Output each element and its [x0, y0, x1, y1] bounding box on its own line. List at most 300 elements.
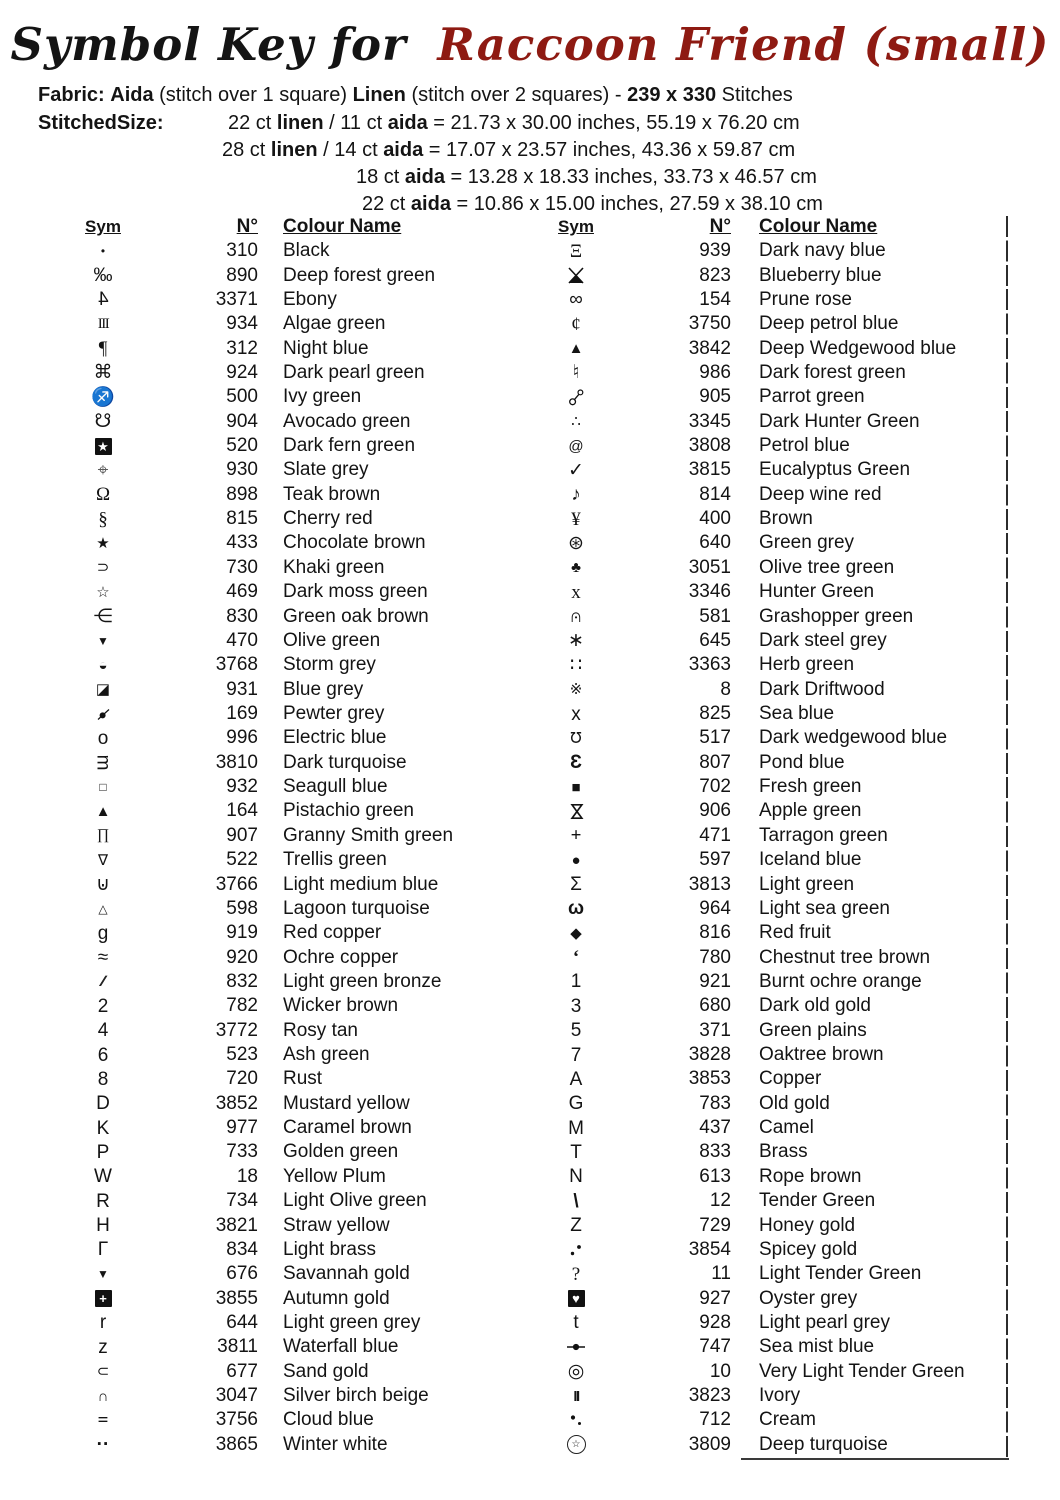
table-row — [533, 702, 1010, 726]
stitch-symbol: 2 — [97, 995, 109, 1017]
number-cell: 3809 — [688, 1433, 731, 1455]
stitch-symbol: + — [95, 1290, 112, 1307]
colour-name-cell: Cream — [759, 1409, 817, 1431]
colour-name-cell: Storm grey — [283, 654, 376, 676]
number-cell: 939 — [699, 240, 731, 262]
table-row — [60, 1286, 507, 1310]
number-cell: 906 — [699, 800, 731, 822]
colour-name-cell: Deep turquoise — [759, 1433, 888, 1455]
colour-name-cell: Caramel brown — [283, 1117, 412, 1139]
table-row — [60, 604, 507, 628]
colour-name-cell: Apple green — [759, 800, 862, 822]
symbol-cell — [60, 1435, 146, 1454]
symbol-cell — [533, 731, 619, 746]
colour-name-cell: Straw yellow — [283, 1214, 390, 1236]
number-cell: 733 — [226, 1141, 258, 1163]
table-row — [533, 1238, 1010, 1262]
stitch-symbol: Ξ — [569, 240, 583, 262]
stitch-symbol: 7 — [570, 1044, 582, 1066]
number-cell: 905 — [699, 386, 731, 408]
number-cell: 3750 — [688, 313, 731, 335]
table-row — [533, 604, 1010, 628]
number-cell: 823 — [699, 264, 731, 286]
stitch-symbol: III — [97, 315, 109, 332]
colour-name-cell: Parrot green — [759, 386, 865, 408]
table-row — [533, 361, 1010, 385]
table-row — [533, 1140, 1010, 1164]
number-cell: 720 — [226, 1068, 258, 1090]
table-row — [533, 263, 1010, 287]
symbol-cell — [533, 853, 619, 868]
colour-name-cell: Eucalyptus Green — [759, 459, 911, 481]
symbol-cell — [60, 707, 146, 722]
colour-name-cell: Deep petrol blue — [759, 313, 899, 335]
table-row — [533, 775, 1010, 799]
number-cell: 734 — [226, 1190, 258, 1212]
number-cell: 3766 — [215, 873, 258, 895]
colour-name-cell: Burnt ochre orange — [759, 970, 922, 992]
number-cell: 645 — [699, 629, 731, 651]
number-cell: 3842 — [688, 337, 731, 359]
colour-name-cell: Ivory — [759, 1385, 801, 1407]
table-row — [533, 1213, 1010, 1237]
colour-name-cell: Dark fern green — [283, 435, 416, 457]
symbol-cell — [533, 242, 619, 261]
table-row — [533, 507, 1010, 531]
stitch-symbol: ∴ — [571, 413, 581, 431]
colour-name-cell: Light brass — [283, 1238, 376, 1260]
table-row — [60, 994, 507, 1018]
stitched-size-line — [222, 137, 795, 163]
table-row — [60, 483, 507, 507]
symbol-cell — [533, 899, 619, 918]
colour-name-cell: Waterfall blue — [283, 1336, 399, 1358]
text-segment: 18 ct — [356, 166, 405, 188]
colour-name-cell: Green plains — [759, 1019, 867, 1041]
number-cell: 3772 — [215, 1019, 258, 1041]
stitch-symbol: R — [96, 1190, 110, 1212]
stitch-symbol: ∩ — [97, 1387, 109, 1405]
symbol-cell — [60, 363, 146, 382]
table-row — [60, 921, 507, 945]
symbol-cell — [533, 461, 619, 480]
number-cell: 919 — [226, 922, 258, 944]
table-row — [60, 702, 507, 726]
text-segment: = 21.73 x 30.00 inches, 55.19 x 76.20 cm — [427, 112, 800, 134]
colour-name-cell: Seagull blue — [283, 776, 388, 798]
number-cell: 500 — [226, 386, 258, 408]
symbol-cell — [60, 412, 146, 431]
table-row — [60, 1262, 507, 1286]
number-cell: 934 — [226, 313, 258, 335]
symbol-cell — [60, 1046, 146, 1065]
colour-name-cell: Spicey gold — [759, 1238, 858, 1260]
colour-name-cell: Old gold — [759, 1092, 830, 1114]
table-row — [533, 239, 1010, 263]
table-row — [533, 751, 1010, 775]
stitch-symbol: ▲ — [568, 340, 584, 358]
symbol-cell — [533, 1216, 619, 1235]
table-row — [60, 1189, 507, 1213]
colour-name-cell: Khaki green — [283, 556, 385, 578]
colour-name-cell: Green grey — [759, 532, 855, 554]
colour-name-cell: Brass — [759, 1141, 808, 1163]
symbol-cell — [60, 1364, 146, 1379]
symbol-cell — [60, 1094, 146, 1113]
colour-name-cell: Savannah gold — [283, 1263, 410, 1285]
number-cell: 12 — [709, 1190, 731, 1212]
number-cell: 3854 — [688, 1238, 731, 1260]
stitch-symbol — [96, 707, 111, 722]
table-row — [533, 1384, 1010, 1408]
colour-name-cell: Red fruit — [759, 922, 831, 944]
colour-name-cell: Dark forest green — [759, 361, 906, 383]
symbol-cell — [533, 875, 619, 894]
number-cell: 3853 — [688, 1068, 731, 1090]
table-row — [533, 1019, 1010, 1043]
stitch-symbol: ◆ — [570, 924, 582, 942]
symbol-cell — [533, 656, 619, 675]
colour-name-cell: Light sea green — [759, 897, 890, 919]
number-cell: 677 — [226, 1360, 258, 1382]
stitch-symbol: x — [571, 703, 581, 725]
table-row — [533, 994, 1010, 1018]
symbol-cell — [533, 363, 619, 382]
symbol-cell — [60, 804, 146, 819]
number-cell: 986 — [699, 361, 731, 383]
number-cell: 832 — [226, 970, 258, 992]
table-row — [60, 1092, 507, 1116]
table-row — [60, 1019, 507, 1043]
symbol-cell — [533, 1046, 619, 1065]
colour-name-cell: Dark moss green — [283, 581, 428, 603]
stitch-symbol: ■ — [571, 778, 581, 796]
colour-name-cell: Light green — [759, 873, 855, 895]
number-cell: 815 — [226, 508, 258, 530]
symbol-cell — [533, 1389, 619, 1404]
symbol-cell — [533, 997, 619, 1016]
page-title-black: Symbol Key for — [10, 18, 407, 71]
colour-name-cell: Honey gold — [759, 1214, 856, 1236]
number-cell: 921 — [699, 970, 731, 992]
table-row — [60, 531, 507, 555]
symbol-cell — [60, 536, 146, 551]
stitch-symbol: ◒ — [98, 656, 108, 674]
page-title — [0, 18, 1060, 71]
stitch-symbol: ♥ — [568, 1290, 585, 1307]
colour-name-cell: Very Light Tender Green — [759, 1360, 965, 1382]
number-cell: 928 — [699, 1311, 731, 1333]
symbol-cell — [533, 1243, 619, 1257]
stitch-symbol: o — [97, 727, 109, 749]
number-cell: 310 — [226, 240, 258, 262]
table-row — [60, 897, 507, 921]
stitch-symbol: ω — [567, 898, 585, 920]
colour-name-cell: Dark pearl green — [283, 361, 425, 383]
symbol-cell — [533, 534, 619, 553]
table-bottom-border — [741, 1458, 1009, 1460]
stitch-symbol: ☆ — [96, 583, 110, 601]
number-cell: 927 — [699, 1287, 731, 1309]
text-segment: / 14 ct — [317, 139, 384, 161]
stitch-symbol: ● — [571, 851, 581, 869]
table-row — [60, 434, 507, 458]
symbol-cell — [533, 1290, 619, 1307]
text-segment: 22 ct — [362, 193, 411, 215]
table-row — [533, 1189, 1010, 1213]
table-row — [533, 1433, 1010, 1457]
colour-name-cell: Dark navy blue — [759, 240, 886, 262]
stitch-symbol: ⌖ — [97, 459, 109, 481]
table-row — [60, 1360, 507, 1384]
table-row — [533, 1262, 1010, 1286]
table-row — [533, 872, 1010, 896]
symbol-cell — [60, 510, 146, 529]
number-cell: 371 — [699, 1019, 731, 1041]
colour-name-cell: Avocado green — [283, 410, 411, 432]
text-segment: aida — [410, 193, 451, 215]
table-row — [533, 458, 1010, 482]
symbol-cell — [60, 1268, 146, 1280]
stitch-symbol — [569, 1243, 583, 1257]
colour-name-cell: Fresh green — [759, 776, 862, 798]
table-row — [60, 312, 507, 336]
table-row — [533, 653, 1010, 677]
text-segment: = 10.86 x 15.00 inches, 27.59 x 38.10 cm — [450, 193, 823, 215]
stitch-symbol: K — [96, 1117, 110, 1139]
number-cell: 3051 — [688, 556, 731, 578]
number-cell: 814 — [699, 483, 731, 505]
number-cell: 825 — [699, 703, 731, 724]
table-row — [60, 775, 507, 799]
stitch-symbol: ℧ — [570, 729, 582, 747]
symbol-cell — [60, 1021, 146, 1040]
number-cell: 3823 — [688, 1385, 731, 1407]
table-row — [60, 1043, 507, 1067]
table-row — [533, 945, 1010, 969]
number-cell: 890 — [226, 264, 258, 286]
text-segment: Aida — [110, 84, 154, 106]
symbol-cell — [533, 972, 619, 991]
symbol-cell — [60, 1119, 146, 1138]
number-cell: 598 — [226, 897, 258, 919]
stitch-symbol: ♮ — [572, 362, 580, 384]
stitch-symbol: H — [96, 1215, 110, 1237]
table-row — [533, 434, 1010, 458]
table-row — [533, 1360, 1010, 1384]
symbol-cell — [533, 753, 619, 772]
symbol-cell — [60, 828, 146, 843]
symbol-cell — [60, 1167, 146, 1186]
colour-name-cell: Dark old gold — [759, 995, 871, 1017]
stitch-symbol: ∏ — [96, 827, 110, 844]
symbol-cell — [533, 315, 619, 334]
symbol-cell — [533, 1362, 619, 1381]
colour-name-cell: Teak brown — [283, 483, 381, 505]
text-segment: aida — [383, 139, 424, 161]
stitch-symbol: II — [573, 1387, 579, 1405]
table-row — [60, 653, 507, 677]
colour-name-cell: Ochre copper — [283, 946, 399, 968]
number-cell: 581 — [699, 605, 731, 627]
column-header-number: N° — [709, 216, 731, 237]
colour-name-cell: Blueberry blue — [759, 264, 882, 286]
stitch-symbol: Ɛ — [570, 752, 582, 774]
number-cell: 469 — [226, 581, 258, 603]
symbol-cell — [60, 1070, 146, 1089]
colour-name-cell: Prune rose — [759, 288, 852, 310]
stitch-symbol: □ — [99, 780, 107, 795]
symbol-cell — [533, 414, 619, 429]
stitch-symbol: ∩ • — [569, 607, 583, 626]
table-row — [60, 410, 507, 434]
symbol-cell — [60, 1192, 146, 1211]
symbol-cell — [533, 560, 619, 575]
stitch-symbol: W — [94, 1166, 112, 1188]
number-cell: 702 — [699, 776, 731, 798]
stitch-symbol: m — [92, 754, 114, 771]
stitch-symbol: ▼ — [97, 633, 109, 648]
stitch-symbol: ¢ — [571, 313, 581, 335]
number-cell: 3371 — [215, 288, 258, 310]
symbol-cell — [533, 1265, 619, 1284]
number-cell: 3811 — [217, 1336, 258, 1358]
symbol-cell — [60, 682, 146, 697]
colour-name-cell: Rope brown — [759, 1165, 862, 1187]
table-row — [60, 1213, 507, 1237]
stitch-symbol: 4 — [97, 1020, 109, 1042]
symbol-cell — [60, 729, 146, 748]
text-segment: 28 ct — [222, 139, 271, 161]
table-row — [533, 629, 1010, 653]
stitch-symbol: t — [573, 1312, 579, 1334]
text-segment: Linen — [352, 84, 406, 106]
colour-name-cell: Petrol blue — [759, 435, 850, 457]
table-row — [533, 970, 1010, 994]
symbol-cell — [533, 948, 619, 967]
colour-name-cell: Red copper — [283, 922, 382, 944]
text-segment: (stitch over 1 square) — [153, 84, 353, 106]
stitch-symbol: ◎ — [567, 1361, 585, 1383]
symbol-cell — [60, 461, 146, 480]
stitch-symbol: ∷ — [569, 654, 583, 676]
stitch-symbol: 4 — [97, 289, 109, 311]
number-cell: 747 — [699, 1336, 731, 1358]
colour-name-cell: Wicker brown — [283, 995, 399, 1017]
stitch-symbol: ♣ — [571, 559, 581, 577]
number-cell: 3865 — [215, 1433, 258, 1455]
colour-name-cell: Brown — [759, 508, 813, 530]
number-cell: 312 — [226, 337, 258, 359]
symbol-cell — [60, 1389, 146, 1404]
number-cell: 680 — [699, 995, 731, 1017]
number-cell: 640 — [699, 532, 731, 554]
stitch-symbol: ▼ — [97, 1267, 109, 1282]
number-cell: 3813 — [688, 873, 731, 895]
symbol-cell — [533, 485, 619, 504]
table-row — [533, 897, 1010, 921]
stitch-symbol: P — [96, 1141, 110, 1163]
number-cell: 613 — [699, 1165, 731, 1187]
colour-name-cell: Oaktree brown — [759, 1044, 884, 1066]
symbol-cell — [533, 607, 619, 626]
stitch-symbol: ⊂ — [96, 1363, 110, 1381]
stitch-symbol: M — [568, 1117, 584, 1139]
symbol-cell — [533, 267, 619, 284]
colour-name-cell: Dark Driftwood — [759, 678, 885, 700]
number-cell: 18 — [236, 1165, 258, 1187]
number-cell: 712 — [699, 1409, 731, 1431]
table-row — [533, 580, 1010, 604]
stitch-symbol: ※ — [569, 681, 583, 699]
number-cell: 517 — [699, 727, 731, 749]
table-row — [533, 1116, 1010, 1140]
stitch-symbol: △ — [98, 901, 108, 916]
number-cell: 8 — [720, 678, 731, 700]
symbol-cell — [533, 1094, 619, 1113]
symbol-cell — [533, 1413, 619, 1427]
symbol-cell — [533, 439, 619, 454]
number-cell: 433 — [226, 532, 258, 554]
stitch-symbol: ⌘ — [93, 362, 113, 384]
number-cell: 3345 — [688, 410, 731, 432]
number-cell: 470 — [226, 629, 258, 651]
table-row — [60, 1165, 507, 1189]
table-row — [533, 336, 1010, 360]
table-row — [60, 799, 507, 823]
stitch-symbol: ◪ — [95, 681, 111, 699]
symbol-cell — [533, 1435, 619, 1454]
number-cell: 676 — [226, 1263, 258, 1285]
stitch-symbol: ⊛ — [568, 532, 584, 554]
table-row — [60, 1311, 507, 1335]
symbol-cell — [533, 826, 619, 845]
colour-name-cell: Electric blue — [283, 727, 387, 749]
colour-name-cell: Camel — [759, 1117, 814, 1139]
text-segment: = 17.07 x 23.57 inches, 43.36 x 59.87 cm — [423, 139, 796, 161]
stitched-size-line — [362, 191, 823, 217]
symbol-cell — [60, 1338, 146, 1357]
table-row — [60, 556, 507, 580]
symbol-cell — [533, 682, 619, 697]
colour-name-cell: Light pearl grey — [759, 1311, 890, 1333]
number-cell: 833 — [699, 1141, 731, 1163]
number-cell: 597 — [699, 849, 731, 871]
symbol-cell — [60, 875, 146, 894]
table-row — [533, 677, 1010, 701]
stitch-symbol: § — [98, 508, 108, 530]
number-cell: 11 — [711, 1263, 731, 1285]
number-cell: 3828 — [688, 1044, 731, 1066]
stitch-symbol: G — [568, 1093, 584, 1115]
symbol-cell — [60, 560, 146, 575]
column-header-colour-name: Colour Name — [283, 216, 402, 237]
symbol-cell — [60, 585, 146, 600]
table-row — [60, 507, 507, 531]
colour-name-cell: Black — [283, 240, 330, 262]
stitched-size-line — [228, 110, 800, 136]
colour-name-cell: Pond blue — [759, 751, 845, 773]
text-segment: Stitches — [716, 84, 793, 106]
number-cell: 522 — [226, 849, 258, 871]
number-cell: 924 — [226, 361, 258, 383]
table-row — [60, 970, 507, 994]
number-cell: 400 — [699, 508, 731, 530]
number-cell: 437 — [699, 1117, 731, 1139]
number-cell: 807 — [699, 751, 731, 773]
colour-name-cell: Slate grey — [283, 459, 369, 481]
stitch-symbol: ★ — [96, 534, 110, 552]
